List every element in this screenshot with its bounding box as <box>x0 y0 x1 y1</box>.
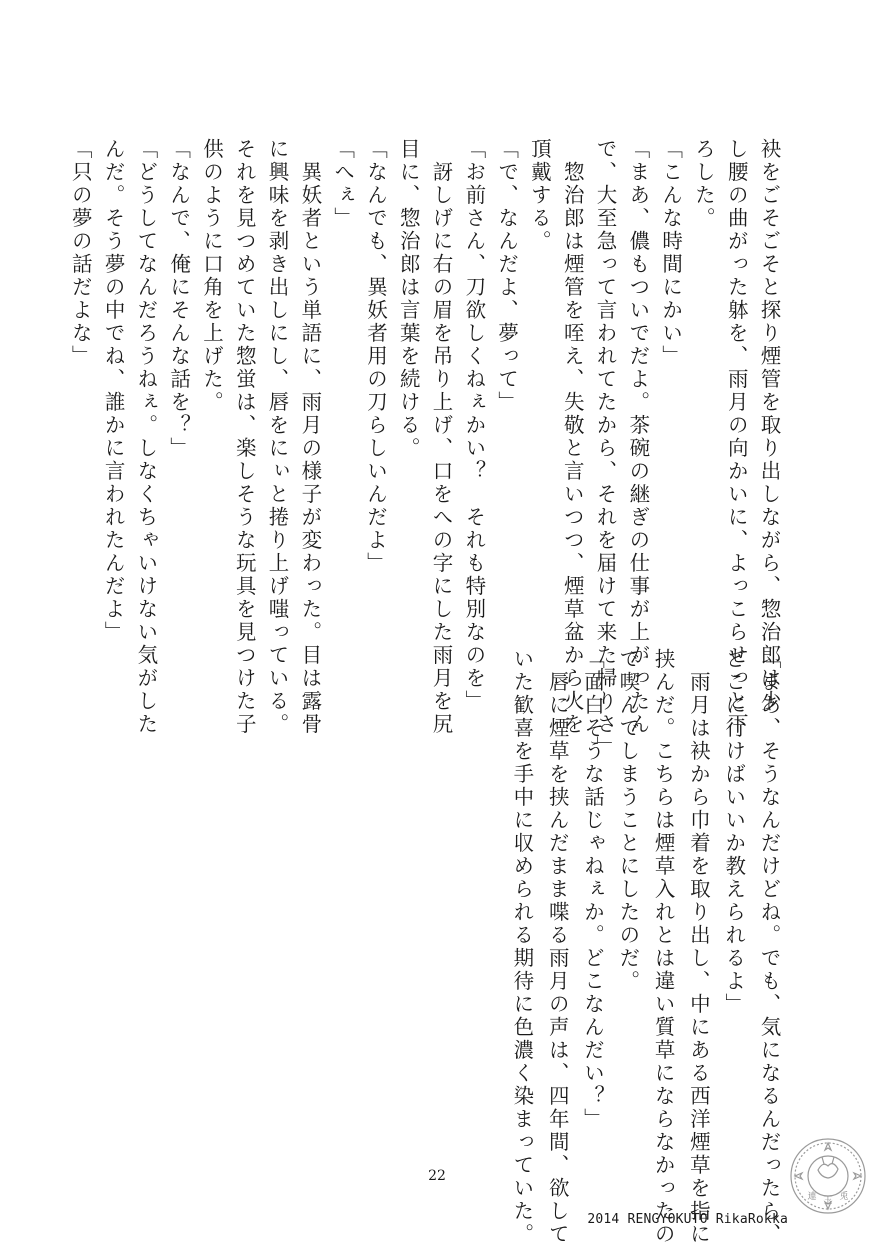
text-column: 訝しげに右の眉を吊り上げ、口をへの字にした雨月を尻 <box>429 138 454 736</box>
text-column: で、大至急って言われてたから、それを届けて来た帰りさ」 <box>593 138 618 759</box>
text-column: 挟んだ。こちらは煙草入れとは違い質草にならなかったの <box>651 648 676 1246</box>
text-column: 頂戴する。 <box>527 138 552 253</box>
text-column: 「なんで、俺にそんな話を？」 <box>166 138 191 460</box>
seal-glyph: 兎 <box>839 1192 849 1202</box>
text-column: 唇に煙草を挟んだまま喋る雨月の声は、四年間、欲して <box>545 648 570 1246</box>
text-column: に興味を剥き出しにし、唇をにぃと捲り上げ嗤っている。 <box>265 138 290 736</box>
text-column: 異妖者という単語に、雨月の様子が変わった。目は露骨 <box>297 138 322 736</box>
text-column: それを見つめていた惣蛍は、楽しそうな玩具を見つけた子 <box>232 138 257 736</box>
text-column: 「で、なんだよ、夢って」 <box>494 138 519 414</box>
text-column: 「まあ、儂もついでだよ。茶碗の継ぎの仕事が上がったん <box>625 138 650 736</box>
circle-logo <box>788 1136 868 1216</box>
text-column: し腰の曲がった躰を、雨月の向かいに、よっこらせっと下 <box>724 138 749 736</box>
seal-glyph: 玉 <box>823 1196 833 1206</box>
text-column: 惣治郎は煙管を咥え、失敬と言いつつ、煙草盆から火を <box>560 138 585 736</box>
text-column: 供のように口角を上げた。 <box>199 138 224 414</box>
text-column: で喫んでしまうことにしたのだ。 <box>615 648 640 993</box>
text-column: 「こんな時間にかい」 <box>658 138 683 368</box>
text-column: 「面白そうな話じゃねぇか。どこなんだい？」 <box>580 648 605 1131</box>
footer-credit: 2014 RENGYOKUTO RikaRokka <box>587 1212 788 1227</box>
text-column: いた歓喜を手中に収められる期待に色濃く染まっていた。 <box>509 648 534 1246</box>
text-column: どこに行けばいいか教えられるよ」 <box>721 648 746 1016</box>
text-column: ろした。 <box>691 138 716 230</box>
text-column: 「へぇ」 <box>330 138 355 230</box>
text-column: 「まあ、そうなんだけどね。でも、気になるんだったら、 <box>757 648 781 1246</box>
text-column: 「只の夢の話だよな」 <box>68 138 93 368</box>
text-column: 「どうしてなんだろうねぇ。しなくちゃいけない気がした <box>133 138 158 736</box>
text-column: 目に、惣治郎は言葉を続ける。 <box>396 138 421 460</box>
seal-glyph: 連 <box>807 1192 817 1202</box>
top-tier <box>68 138 781 759</box>
text-column: 雨月は袂から巾着を取り出し、中にある西洋煙草を指に <box>686 648 711 1246</box>
page-number: 22 <box>428 1168 446 1184</box>
text-column: 「お前さん、刀欲しくねぇかい？ それも特別なのを」 <box>461 138 486 713</box>
text-column: んだ。そう夢の中でね、誰かに言われたんだよ」 <box>101 138 126 644</box>
text-column: 袂をごそごそと探り煙管を取り出しながら、惣治郎は少 <box>757 138 781 713</box>
text-column: 「なんでも、異妖者用の刀らしいんだよ」 <box>363 138 388 575</box>
